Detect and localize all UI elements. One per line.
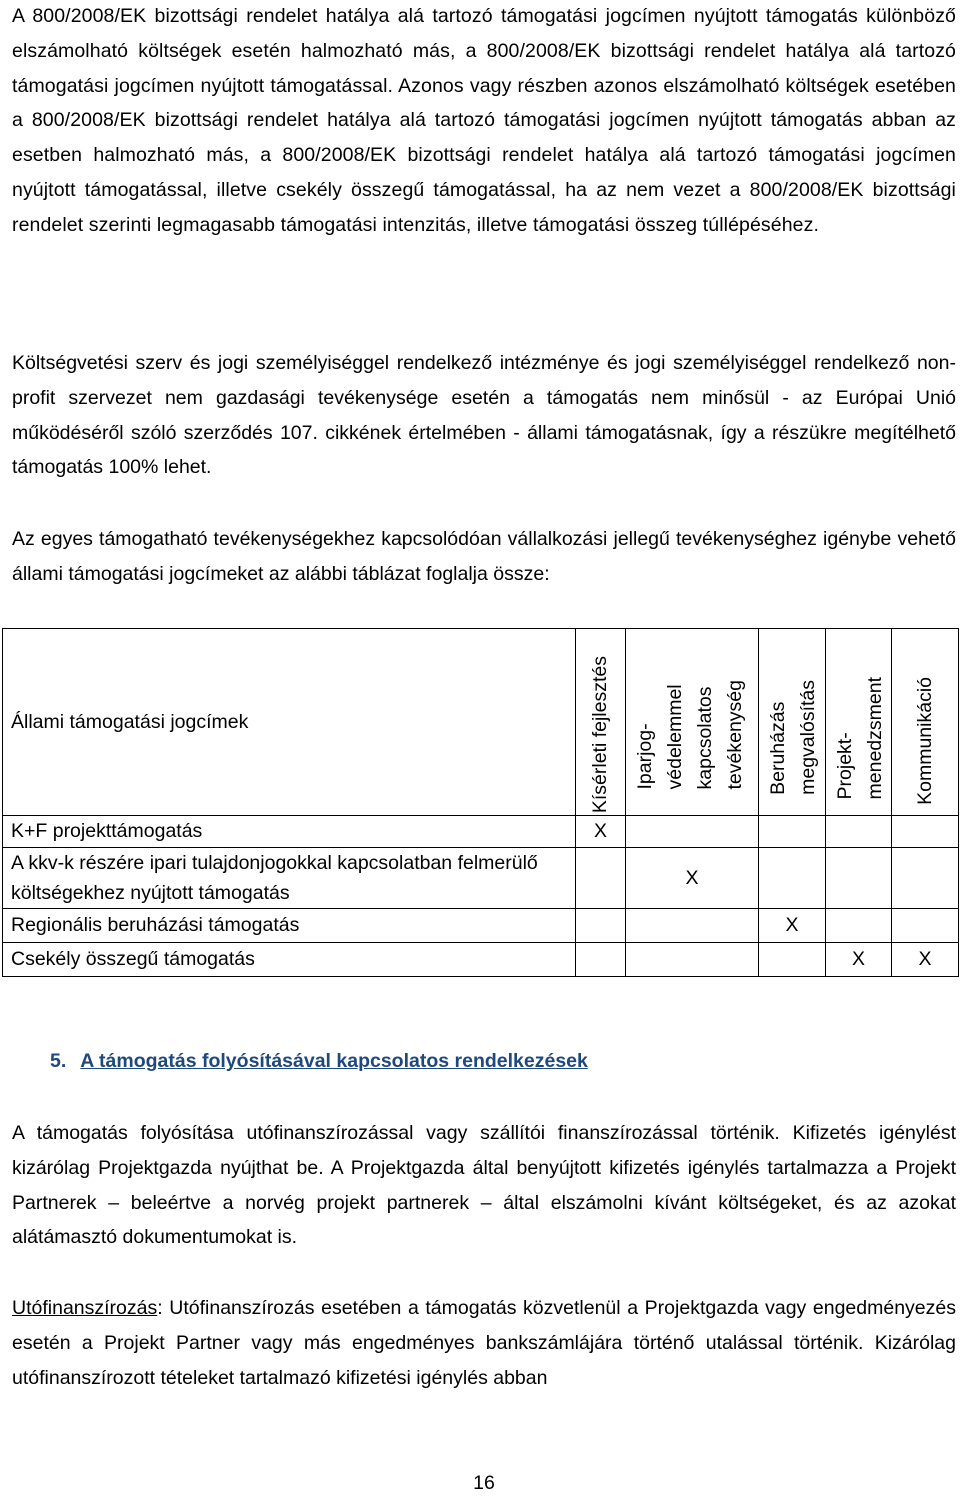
term-utofinanszirozas: Utófinanszírozás (12, 1297, 158, 1319)
row-label: K+F projekttámogatás (3, 816, 576, 848)
paragraph-post-financing (12, 1291, 956, 1395)
column-header-label: Beruházás megvalósítás (767, 680, 819, 795)
row-mark (576, 943, 626, 977)
row-mark (826, 848, 892, 909)
row-mark (626, 816, 759, 848)
row-mark: X (826, 943, 892, 977)
table-corner-label: Állami támogatási jogcímek (3, 629, 576, 816)
row-mark (826, 816, 892, 848)
row-label: Csekély összegű támogatás (3, 943, 576, 977)
row-mark (626, 943, 759, 977)
row-mark (826, 909, 892, 943)
column-header-label: Iparjog- védelemmel kapcsolatos tevékenység (634, 679, 746, 789)
column-header-kiserleti-fejlesztes (576, 629, 626, 816)
paragraph-table-intro: Az egyes támogatható tevékenységekhez kapcsolódóan vállalkozási jellegű tevékenységhez igénybe vehető állami támogatási jogcímeket az alábbi táblázat foglalja össze: (12, 528, 956, 585)
row-mark (892, 909, 959, 943)
row-mark: X (626, 848, 759, 909)
column-header-beruhazas (759, 629, 826, 816)
table-row (3, 909, 959, 943)
section-heading (50, 1050, 588, 1073)
column-header-label: Projekt- menedzsment (834, 676, 886, 799)
section-number: 5. (50, 1050, 67, 1072)
row-mark (576, 909, 626, 943)
row-mark: X (576, 816, 626, 848)
page-number: 16 (473, 1472, 495, 1494)
row-label: A kkv-k részére ipari tulajdonjogokkal kapcsolatban felmerülő költségekhez nyújtott támogatás (3, 848, 576, 909)
table-row (3, 848, 959, 909)
column-header-kommunikacio (892, 629, 959, 816)
row-mark (892, 848, 959, 909)
paragraph-disbursement: A támogatás folyósítása utófinanszírozással vagy szállítói finanszírozással történik. Kifizetés igénylést kizárólag Projektgazda nyújthat be. A Projektgazda által benyújtott kifizetés igénylés tartalmazza a Projekt Partnerek – beleértve a norvég projekt partnerek – által elszámolni kívánt költségeket, és az azokat alátámasztó dokumentumokat is. (12, 1122, 956, 1249)
row-mark (892, 816, 959, 848)
row-mark (576, 848, 626, 909)
row-mark (759, 943, 826, 977)
row-mark (626, 909, 759, 943)
section-title: A támogatás folyósításával kapcsolatos rendelkezések (80, 1050, 588, 1072)
column-header-label: Kísérleti fejlesztés (589, 655, 611, 813)
paragraph-post-financing-text: : Utófinanszírozás esetében a támogatás közvetlenül a Projektgazda vagy engedményezés esetén a Projekt Partner vagy más engedményes bankszámlájára történő utalással történik. Kizárólag utófinanszírozott tételeket tartalmazó kifizetési igénylés abban (12, 1297, 956, 1389)
aid-schemes-table (2, 628, 959, 977)
column-header-iparjogvedelem (626, 629, 759, 816)
paragraph-cumulation: A 800/2008/EK bizottsági rendelet hatálya alá tartozó támogatási jogcímen nyújtott támogatás különböző elszámolható költségek esetén halmozható más, a 800/2008/EK bizottsági rendelet hatálya alá tartozó támogatási jogcímen nyújtott támogatással. Azonos vagy részben azonos elszámolható költségek esetében a 800/2008/EK bizottsági rendelet hatálya alá tartozó támogatási jogcímen nyújtott támogatás abban az esetben halmozható más, a 800/2008/EK bizottsági rendelet hatálya alá tartozó támogatási jogcímen nyújtott támogatással, illetve csekély összegű támogatással, ha az nem vezet a 800/2008/EK bizottsági rendelet szerinti legmagasabb támogatási intenzitás, illetve támogatási összeg túllépéséhez. (12, 5, 956, 236)
table-row (3, 943, 959, 977)
row-mark (759, 848, 826, 909)
table-row (3, 816, 959, 848)
column-header-label: Kommunikáció (914, 677, 936, 805)
paragraph-non-profit: Költségvetési szerv és jogi személyiséggel rendelkező intézménye és jogi személyiséggel rendelkező non-profit szervezet nem gazdasági tevékenysége esetén a támogatás nem minősül - az Európai Unió működéséről szóló szerződés 107. cikkének értelmében - állami támogatásnak, így a részükre megítélhető támogatás 100% lehet. (12, 352, 956, 479)
row-mark (759, 816, 826, 848)
row-label: Regionális beruházási támogatás (3, 909, 576, 943)
table-header-row (3, 629, 959, 816)
row-mark: X (759, 909, 826, 943)
row-mark: X (892, 943, 959, 977)
column-header-projektmenedzsment (826, 629, 892, 816)
